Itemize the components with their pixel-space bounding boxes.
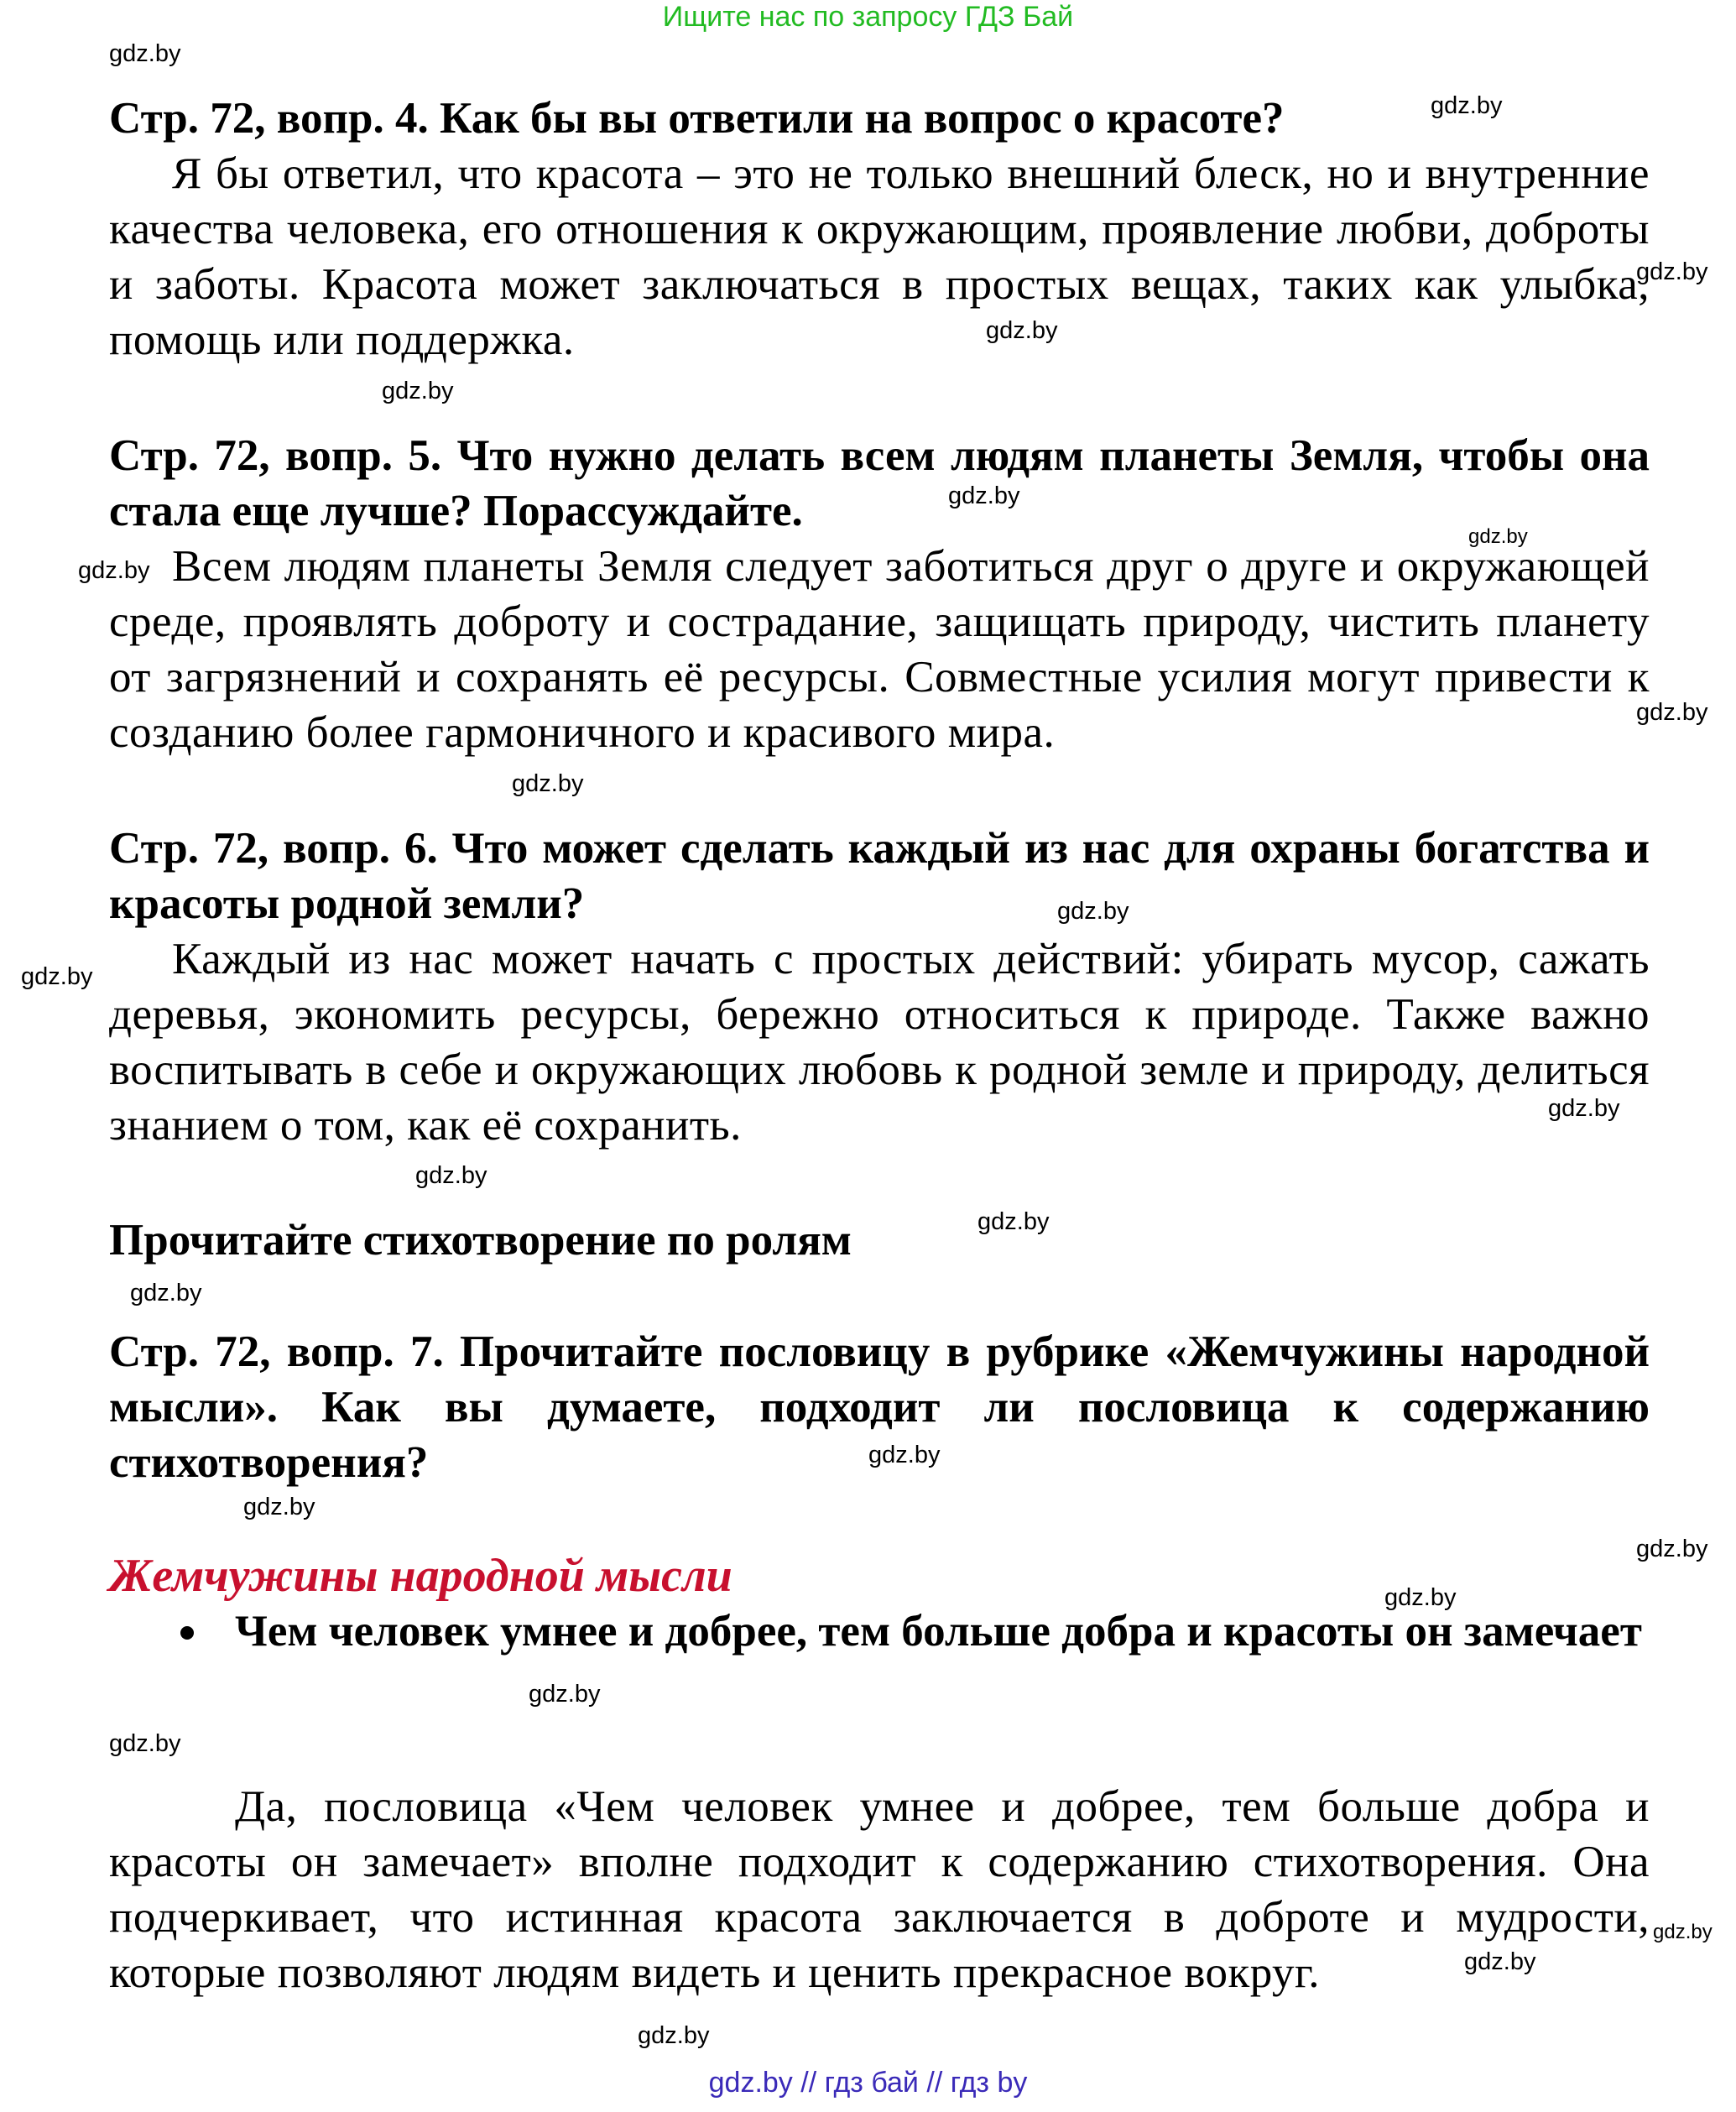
answer-text: Я бы ответил, что красота – это не только внешний блеск, но и внутренние качества человека, его отношения к окружающим, проявление любви, доброты и заботы. Красота может заключаться в простых вещах, таких как улыбка, помощь или поддержка. [109, 149, 1650, 364]
section-q4 [109, 91, 1650, 368]
top-banner: Ищите нас по запросу ГДЗ Бай [662, 1, 1074, 33]
pearls-heading: Жемчужины народной мысли [109, 1550, 732, 1602]
section-q6 [109, 821, 1650, 1153]
watermark: gdz.by [109, 40, 181, 67]
watermark: gdz.by [1464, 1948, 1536, 1975]
watermark: gdz.by [382, 378, 454, 404]
watermark: gdz.by [415, 1162, 487, 1189]
proverb-item [109, 1604, 1650, 1659]
footer-links: gdz.by // гдз бай // гдз by [708, 2067, 1028, 2099]
watermark: gdz.by [1636, 258, 1708, 285]
question-heading: Прочитайте стихотворение по ролям [109, 1216, 852, 1265]
pearls-answer-block [109, 1779, 1650, 2000]
watermark: gdz.by [1548, 1095, 1620, 1122]
watermark: gdz.by [512, 770, 584, 797]
answer-text: Каждый из нас может начать с простых действий: убирать мусор, сажать деревья, экономить ресурсы, бережно относиться к природе. Также важно воспитывать в себе и окружающих любовь к родной земле и природу, делиться знанием о том, как её сохранить. [109, 935, 1650, 1150]
watermark: gdz.by [1636, 1536, 1708, 1562]
watermark: gdz.by [1636, 699, 1708, 726]
section-q5 [109, 428, 1650, 760]
watermark: gdz.by [243, 1494, 315, 1520]
section-read-poem [109, 1212, 1650, 1268]
proverb-text: Чем человек умнее и добрее, тем больше добра и красоты он замечает [235, 1607, 1642, 1656]
watermark: gdz.by [868, 1442, 941, 1468]
watermark: gdz.by [1431, 92, 1503, 119]
watermark: gdz.by [986, 317, 1058, 344]
watermark: gdz.by [1384, 1584, 1457, 1611]
watermark: gdz.by [529, 1681, 601, 1708]
watermark: gdz.by [130, 1280, 202, 1306]
watermark: gdz.by [109, 1730, 181, 1757]
question-heading: Стр. 72, вопр. 7. Прочитайте пословицу в рубрике «Жемчужины народной мысли». Как вы думаете, подходит ли пословица к содержанию стихотворения? [109, 1327, 1650, 1487]
answer-text: Всем людям планеты Земля следует заботиться друг о друге и окружающей среде, проявлять доброту и сострадание, защищать природу, чистить планету от загрязнений и сохранять её ресурсы. Совместные усилия могут привести к созданию более гармоничного и красивого мира. [109, 542, 1650, 757]
watermark: gdz.by [948, 482, 1020, 509]
watermark: gdz.by [638, 2022, 710, 2049]
watermark: gdz.by [1057, 898, 1129, 925]
watermark: gdz.by [1653, 1921, 1713, 1943]
watermark: gdz.by [1468, 525, 1528, 548]
watermark: gdz.by [21, 963, 93, 990]
question-heading: Стр. 72, вопр. 6. Что может сделать каждый из нас для охраны богатства и красоты родной земли? [109, 824, 1650, 928]
answer-text: Да, пословица «Чем человек умнее и добрее, тем больше добра и красоты он замечает» вполне подходит к содержанию стихотворения. Она подчеркивает, что истинная красота заключается в доброте и мудрости, которые позволяют людям видеть и ценить прекрасное вокруг. [109, 1782, 1650, 1997]
question-heading: Стр. 72, вопр. 4. Как бы вы ответили на вопрос о красоте? [109, 94, 1285, 143]
watermark: gdz.by [78, 557, 150, 584]
watermark: gdz.by [977, 1208, 1050, 1235]
bullet-icon [180, 1626, 194, 1640]
question-heading: Стр. 72, вопр. 5. Что нужно делать всем людям планеты Земля, чтобы она стала еще лучше? Порассуждайте. [109, 431, 1650, 535]
